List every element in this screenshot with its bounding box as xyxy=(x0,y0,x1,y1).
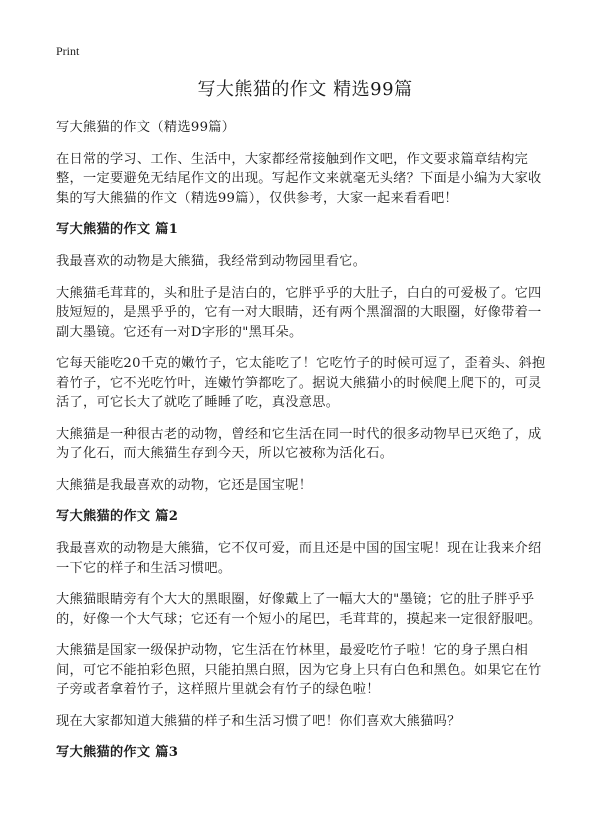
section-1-paragraph-2: 大熊猫毛茸茸的，头和肚子是洁白的，它胖乎乎的大肚子，白白的可爱极了。它四肢短短的，是黑乎乎的，它有一对大眼睛，还有两个黑溜溜的大眼圈，好像带着一副大墨镜。它还有一对D字形的"黑耳朵。 xyxy=(56,285,542,340)
section-2-paragraph-4: 现在大家都知道大熊猫的样子和生活习惯了吧！你们喜欢大熊猫吗？ xyxy=(56,713,461,729)
section-heading-3: 写大熊猫的作文 篇3 xyxy=(56,745,179,760)
section-2-paragraph-2: 大熊猫眼睛旁有个大大的黑眼圈，好像戴上了一幅大大的"墨镜；它的肚子胖乎乎的，好像一个大气球；它还有一个短小的尾巴，毛茸茸的，摸起来一定很舒服吧。 xyxy=(56,592,542,627)
section-2-paragraph-1: 我最喜欢的动物是大熊猫，它不仅可爱，而且还是中国的国宝呢！现在让我来介绍一下它的样子和生活习惯吧。 xyxy=(56,541,542,576)
intro-paragraph: 在日常的学习、工作、生活中，大家都经常接触到作文吧，作文要求篇章结构完整，一定要避免无结尾作文的出现。写起作文来就毫无头绪？下面是小编为大家收集的写大熊猫的作文（精选99篇），仅供参考，大家一起来看看吧！ xyxy=(56,151,542,206)
section-heading-2: 写大熊猫的作文 篇2 xyxy=(56,509,179,524)
section-1-paragraph-3: 它每天能吃20千克的嫩竹子，它太能吃了！它吃竹子的时候可逗了，歪着头、斜抱着竹子，它不光吃竹叶，连嫩竹笋都吃了。据说大熊猫小的时候爬上爬下的，可灵活了，可它长大了就吃了睡睡了吃，真没意思。 xyxy=(56,356,546,410)
section-heading-1: 写大熊猫的作文 篇1 xyxy=(56,222,179,237)
document-title: 写大熊猫的作文 精选99篇 xyxy=(197,79,413,100)
section-1-paragraph-4: 大熊猫是一种很古老的动物，曾经和它生活在同一时代的很多动物早已灭绝了，成为了化石，而大熊猫生存到今天，所以它被称为活化石。 xyxy=(56,426,542,461)
section-1-paragraph-5: 大熊猫是我最喜欢的动物，它还是国宝呢！ xyxy=(56,477,313,493)
print-link[interactable]: Print xyxy=(56,44,80,58)
section-2-paragraph-3: 大熊猫是国家一级保护动物，它生活在竹林里，最爱吃竹子啦！它的身子黑白相间，可它不能拍彩色照，只能拍黑白照，因为它身上只有白色和黑色。如果它在竹子旁或者拿着竹子，这样照片里就会有竹子的绿色啦！ xyxy=(56,643,542,697)
section-1-paragraph-1: 我最喜欢的动物是大熊猫，我经常到动物园里看它。 xyxy=(56,254,367,269)
document-subtitle: 写大熊猫的作文（精选99篇） xyxy=(56,120,236,135)
